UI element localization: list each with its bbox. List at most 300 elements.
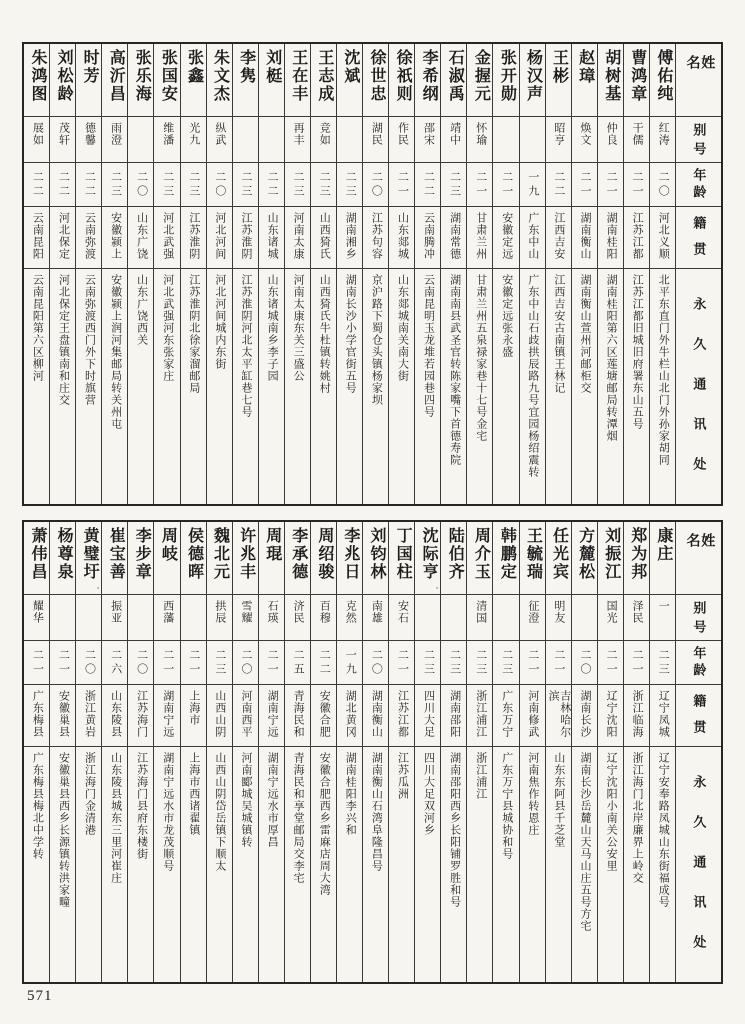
name-cell: 朱鸿图 <box>28 49 46 103</box>
entry-column <box>519 44 545 504</box>
entry-column <box>127 522 153 982</box>
age-cell: 二三 <box>285 162 310 206</box>
address-cell: 湖南衡山萱州河邮柜交 <box>572 268 597 504</box>
name-cell: 陆伯齐 <box>446 527 464 581</box>
address-cell: 江苏瓜洲 <box>389 746 414 982</box>
address-cell: 京沪路下蜀仓头镇杨家坝 <box>363 268 388 504</box>
origin-cell: 浙江浦江 <box>467 684 492 746</box>
address-cell: 山东诸城南乡李子园 <box>259 268 284 504</box>
entry-column <box>49 522 75 982</box>
header-column <box>675 44 721 504</box>
origin-cell: 湖南宁远 <box>259 684 284 746</box>
header-alias-label: 别号 <box>691 123 707 161</box>
address-cell: 四川大足双河乡 <box>415 746 440 982</box>
entry-column <box>545 522 571 982</box>
address-cell: 湖南长沙岳麓山天马山庄五号方宅 <box>572 746 597 982</box>
address-cell: 山西猗氏牛杜镇转姚村 <box>311 268 336 504</box>
alias-cell <box>76 594 101 640</box>
name-cell: 王毓瑞 <box>524 527 542 581</box>
alias-cell: 雨澄 <box>102 116 127 162</box>
name-cell: 萧伟昌 <box>28 527 46 581</box>
alias-cell <box>233 116 258 162</box>
origin-cell: 辽宁凤城 <box>650 684 675 746</box>
alias-cell: 维潘 <box>154 116 179 162</box>
origin-cell: 青海民和 <box>285 684 310 746</box>
alias-cell: 安石 <box>389 594 414 640</box>
address-cell: 北平东直门外牛栏山北门外孙家胡同 <box>650 268 675 504</box>
origin-cell: 江苏海门 <box>128 684 153 746</box>
age-cell: 二〇 <box>233 640 258 684</box>
origin-cell: 浙江临海 <box>624 684 649 746</box>
alias-cell: 光九 <box>181 116 206 162</box>
address-cell: 江苏淮阴河北太平缸巷七号 <box>233 268 258 504</box>
alias-cell: 竞如 <box>311 116 336 162</box>
origin-cell: 辽宁沈阳 <box>598 684 623 746</box>
entry-column <box>545 44 571 504</box>
address-cell: 江西吉安古南镇王林记 <box>546 268 571 504</box>
address-cell: 河南郾城吴城镇转 <box>233 746 258 982</box>
address-cell: 江苏淮阴北徐家溜邮局 <box>181 268 206 504</box>
alias-cell: 百穆 <box>311 594 336 640</box>
entry-column <box>75 522 101 982</box>
origin-cell: 四川大足 <box>415 684 440 746</box>
origin-cell: 云南昆阳 <box>24 206 49 268</box>
alias-cell: 怀瑜 <box>467 116 492 162</box>
annotation-mark: ◦ <box>435 584 439 592</box>
name-cell: 李承德 <box>289 527 307 581</box>
entry-column <box>284 44 310 504</box>
name-cell: 方麓松 <box>576 527 594 581</box>
origin-cell: 甘肃兰州 <box>467 206 492 268</box>
name-cell: 沈际亨 ◦ <box>420 527 439 592</box>
directory-table-top <box>22 42 723 506</box>
entry-column <box>388 522 414 982</box>
address-cell: 河北保定王盘镇南和庄交 <box>50 268 75 504</box>
age-cell: 二三 <box>154 162 179 206</box>
alias-cell: 焕文 <box>572 116 597 162</box>
age-cell: 二〇 <box>650 162 675 206</box>
alias-cell: 明友 <box>546 594 571 640</box>
entry-column <box>362 522 388 982</box>
name-cell: 许兆丰 <box>237 527 255 581</box>
entry-column <box>24 522 49 982</box>
address-cell: 广东万宁县城协和号 <box>493 746 518 982</box>
age-cell: 二三 <box>102 162 127 206</box>
name-cell: 刘松龄 <box>55 49 73 103</box>
alias-cell <box>520 116 545 162</box>
name-cell: 赵璋 <box>576 49 594 85</box>
age-cell: 二〇 <box>363 640 388 684</box>
entry-column <box>414 522 440 982</box>
origin-cell: 吉林哈尔滨 <box>546 684 571 746</box>
age-cell: 一九 <box>520 162 545 206</box>
address-cell: 山东陵县城东三里河崔庄 <box>102 746 127 982</box>
age-cell: 二三 <box>415 640 440 684</box>
entry-column <box>519 522 545 982</box>
alias-cell <box>50 594 75 640</box>
age-cell: 二三 <box>311 162 336 206</box>
entry-column <box>101 44 127 504</box>
alias-cell <box>128 116 153 162</box>
age-cell: 二一 <box>546 640 571 684</box>
age-cell: 二二 <box>259 162 284 206</box>
origin-cell: 山东陵县 <box>102 684 127 746</box>
age-cell: 二一 <box>624 640 649 684</box>
entry-column <box>571 522 597 982</box>
address-cell: 云南昆阳第六区柳河 <box>24 268 49 504</box>
alias-cell: 西藩 <box>154 594 179 640</box>
name-cell: 王在丰 <box>289 49 307 103</box>
name-cell: 丁国柱 <box>394 527 412 581</box>
origin-cell: 湖南常德 <box>441 206 466 268</box>
name-cell: 韩鹏定 <box>498 527 516 581</box>
entry-column <box>492 44 518 504</box>
name-cell: 周绍骏 <box>315 527 333 581</box>
age-cell: 二〇 <box>128 640 153 684</box>
origin-cell: 江苏江都 <box>624 206 649 268</box>
address-cell: 广东梅县梅北中学转 <box>24 746 49 982</box>
age-cell: 二一 <box>520 640 545 684</box>
header-address-label: 永久通讯处 <box>691 775 707 975</box>
alias-cell: 湖民 <box>363 116 388 162</box>
age-cell: 二三 <box>233 162 258 206</box>
age-cell: 二一 <box>598 640 623 684</box>
name-cell: 李兆日 <box>341 527 359 581</box>
alias-cell <box>415 594 440 640</box>
entry-column <box>206 522 232 982</box>
name-cell: 崔宝善 <box>107 527 125 581</box>
alias-cell <box>181 594 206 640</box>
origin-cell: 河北保定 <box>50 206 75 268</box>
address-cell: 河北武强河东张家庄 <box>154 268 179 504</box>
alias-cell: 南雄 <box>363 594 388 640</box>
age-cell: 二三 <box>650 640 675 684</box>
origin-cell: 江苏句容 <box>363 206 388 268</box>
origin-cell: 广东中山 <box>520 206 545 268</box>
origin-cell: 广东梅县 <box>24 684 49 746</box>
age-cell: 二三 <box>181 162 206 206</box>
entry-column <box>232 522 258 982</box>
age-cell: 二〇 <box>572 640 597 684</box>
address-cell: 河南太康东关三盛公 <box>285 268 310 504</box>
address-cell: 湖南桂阳第六区莲塘邮局转潭烟 <box>598 268 623 504</box>
age-cell: 二一 <box>598 162 623 206</box>
entry-column <box>24 44 49 504</box>
address-cell: 上海市西诸翟镇 <box>181 746 206 982</box>
address-cell: 山东东阿县千芝堂 <box>546 746 571 982</box>
name-cell: 王志成 <box>315 49 333 103</box>
age-cell: 二一 <box>493 162 518 206</box>
directory-table-bottom <box>22 520 723 984</box>
age-cell: 二一 <box>181 640 206 684</box>
origin-cell: 湖南衡山 <box>572 206 597 268</box>
name-cell: 石淑禹 <box>446 49 464 103</box>
address-cell: 河北河间城内东街 <box>207 268 232 504</box>
address-cell: 湖南南县武圣官转陈家嘴下首德寿院 <box>441 268 466 504</box>
address-cell: 青海民和享堂邮局交李宅 <box>285 746 310 982</box>
age-cell: 二一 <box>389 162 414 206</box>
header-origin-label: 籍贯 <box>691 694 707 746</box>
entry-column <box>466 44 492 504</box>
entry-column <box>440 522 466 982</box>
alias-cell: 国光 <box>598 594 623 640</box>
header-alias-cell <box>676 594 721 640</box>
address-cell: 河南焦作转恩庄 <box>520 746 545 982</box>
address-cell: 安徽巢县西乡长源镇转洪家疃 <box>50 746 75 982</box>
origin-cell: 浙江黄岩 <box>76 684 101 746</box>
header-alias-cell <box>676 116 721 162</box>
header-alias-label: 别号 <box>691 601 707 639</box>
address-cell: 湖南宁远水市龙茂顺号 <box>154 746 179 982</box>
age-cell: 二〇 <box>207 162 232 206</box>
age-cell: 二二 <box>311 640 336 684</box>
age-cell: 二一 <box>467 162 492 206</box>
entry-column <box>180 44 206 504</box>
header-address-label: 永久通讯处 <box>691 297 707 497</box>
entry-column <box>284 522 310 982</box>
name-cell: 金握元 <box>472 49 490 103</box>
age-cell: 一九 <box>337 640 362 684</box>
origin-cell: 江苏淮阴 <box>233 206 258 268</box>
origin-cell: 湖南长沙 <box>572 684 597 746</box>
name-cell: 刘振江 <box>602 527 620 581</box>
age-cell: 二一 <box>572 162 597 206</box>
header-origin-cell <box>676 684 721 746</box>
origin-cell: 山东广饶 <box>128 206 153 268</box>
header-age-label: 年龄 <box>691 168 707 202</box>
origin-cell: 江苏江都 <box>389 684 414 746</box>
header-origin-cell <box>676 206 721 268</box>
origin-cell: 湖北黄冈 <box>337 684 362 746</box>
entry-column <box>623 44 649 504</box>
alias-cell: 济民 <box>285 594 310 640</box>
entry-column <box>153 522 179 982</box>
age-cell: 二一 <box>24 640 49 684</box>
name-cell: 张国安 <box>159 49 177 103</box>
address-cell: 浙江海门金清港 <box>76 746 101 982</box>
origin-cell: 安徽定远 <box>493 206 518 268</box>
alias-cell: 石瑛 <box>259 594 284 640</box>
origin-cell: 山东郯城 <box>389 206 414 268</box>
entry-column <box>623 522 649 982</box>
entry-column <box>597 44 623 504</box>
name-cell: 张开勋 <box>498 49 516 103</box>
entry-column <box>571 44 597 504</box>
origin-cell: 江苏淮阴 <box>181 206 206 268</box>
name-cell: 杨汉声 <box>524 49 542 103</box>
origin-cell: 安徽颍上 <box>102 206 127 268</box>
origin-cell: 上海市 <box>181 684 206 746</box>
alias-cell: 昭亨 <box>546 116 571 162</box>
alias-cell: 作民 <box>389 116 414 162</box>
entry-column <box>310 44 336 504</box>
alias-cell: 纵武 <box>207 116 232 162</box>
entry-column <box>492 522 518 982</box>
header-age-cell <box>676 162 721 206</box>
address-cell: 辽宁安奉路凤城山东街福成号 <box>650 746 675 982</box>
address-cell: 江苏江都旧城旧府署东山五号 <box>624 268 649 504</box>
age-cell: 二三 <box>337 162 362 206</box>
name-cell: 张乐海 <box>133 49 151 103</box>
entry-column <box>258 44 284 504</box>
alias-cell <box>128 594 153 640</box>
name-cell: 李希纲 <box>420 49 438 103</box>
age-cell: 二三 <box>493 640 518 684</box>
name-cell: 李隽 <box>237 49 255 85</box>
entry-column <box>388 44 414 504</box>
name-cell: 侯德晖 <box>185 527 203 581</box>
name-cell: 郑为邦 <box>628 527 646 581</box>
name-cell: 黄璧圩 ◦ <box>81 527 100 592</box>
origin-cell: 湖南湘乡 <box>337 206 362 268</box>
age-cell: 二一 <box>624 162 649 206</box>
alias-cell: 靖中 <box>441 116 466 162</box>
name-cell: 李步章 <box>133 527 151 581</box>
page-number: 571 <box>27 988 53 1004</box>
entry-column <box>206 44 232 504</box>
origin-cell: 山西猗氏 <box>311 206 336 268</box>
origin-cell: 安徽巢县 <box>50 684 75 746</box>
entry-column <box>232 44 258 504</box>
origin-cell: 江西吉安 <box>546 206 571 268</box>
origin-cell: 河北武强 <box>154 206 179 268</box>
alias-cell: 泽民 <box>624 594 649 640</box>
header-address-cell <box>676 746 721 982</box>
name-cell: 刘梃 <box>263 49 281 85</box>
address-cell: 山东郯城南关南大街 <box>389 268 414 504</box>
annotation-mark: ◦ <box>96 584 100 592</box>
address-cell: 山东广饶西关 <box>128 268 153 504</box>
entry-column <box>127 44 153 504</box>
alias-cell: 邵宋 <box>415 116 440 162</box>
address-cell: 湖南长沙小学官街五号 <box>337 268 362 504</box>
alias-cell: 振亚 <box>102 594 127 640</box>
alias-cell: 仲良 <box>598 116 623 162</box>
age-cell: 二二 <box>50 162 75 206</box>
age-cell: 二二 <box>415 162 440 206</box>
alias-cell: 一 <box>650 594 675 640</box>
age-cell: 二一 <box>389 640 414 684</box>
name-cell: 徐祇则 <box>394 49 412 103</box>
alias-cell: 再丰 <box>285 116 310 162</box>
alias-cell <box>441 594 466 640</box>
origin-cell: 山东诸城 <box>259 206 284 268</box>
origin-cell: 安徽合肥 <box>311 684 336 746</box>
address-cell: 云南昆明玉龙堆若园巷四号 <box>415 268 440 504</box>
entry-column <box>440 44 466 504</box>
age-cell: 二〇 <box>363 162 388 206</box>
name-cell: 周介玉 <box>472 527 490 581</box>
origin-cell: 河北河间 <box>207 206 232 268</box>
entry-column <box>649 44 675 504</box>
alias-cell: 雪耀 <box>233 594 258 640</box>
age-cell: 二〇 <box>76 640 101 684</box>
alias-cell <box>259 116 284 162</box>
name-cell: 刘钧林 <box>368 527 385 581</box>
alias-cell: 干儒 <box>624 116 649 162</box>
address-cell: 江苏海门县府东楼街 <box>128 746 153 982</box>
entry-column <box>75 44 101 504</box>
entry-column <box>336 44 362 504</box>
name-cell: 徐世忠 <box>368 49 385 103</box>
address-cell: 安徽定远张永盛 <box>493 268 518 504</box>
alias-cell: 清国 <box>467 594 492 640</box>
alias-cell: 红涛 <box>650 116 675 162</box>
origin-cell: 河北义顺 <box>650 206 675 268</box>
origin-cell: 云南腾冲 <box>415 206 440 268</box>
entry-column <box>180 522 206 982</box>
entry-column <box>414 44 440 504</box>
origin-cell: 湖南桂阳 <box>598 206 623 268</box>
header-name-cell <box>676 44 721 116</box>
alias-cell: 克然 <box>337 594 362 640</box>
age-cell: 二三 <box>207 640 232 684</box>
alias-cell: 德馨 <box>76 116 101 162</box>
name-cell: 时芳 <box>81 49 99 85</box>
origin-cell: 河南太康 <box>285 206 310 268</box>
origin-cell: 河南修武 <box>520 684 545 746</box>
header-origin-label: 籍贯 <box>691 216 707 268</box>
age-cell: 二二 <box>76 162 101 206</box>
header-name-label: 姓名 <box>684 533 715 564</box>
name-cell: 康庄 <box>654 527 672 563</box>
header-name-label: 姓名 <box>684 55 715 86</box>
address-cell: 安徽合肥西乡雷麻店周大湾 <box>311 746 336 982</box>
name-cell: 周琨 <box>263 527 281 563</box>
entry-column <box>153 44 179 504</box>
alias-cell: 茂轩 <box>50 116 75 162</box>
address-cell: 辽宁沈阳小南关公安里 <box>598 746 623 982</box>
alias-cell: 征澄 <box>520 594 545 640</box>
entry-column <box>362 44 388 504</box>
age-cell: 二六 <box>102 640 127 684</box>
name-cell: 胡树基 <box>602 49 620 103</box>
alias-cell <box>493 594 518 640</box>
origin-cell: 山西山阴 <box>207 684 232 746</box>
origin-cell: 湖南衡山 <box>363 684 388 746</box>
header-age-cell <box>676 640 721 684</box>
name-cell: 周岐 <box>159 527 177 563</box>
alias-cell: 展如 <box>24 116 49 162</box>
name-cell: 王彬 <box>550 49 568 85</box>
age-cell: 二三 <box>441 162 466 206</box>
name-cell: 朱文杰 <box>211 49 229 103</box>
address-cell: 湖南桂阳李兴和 <box>337 746 362 982</box>
age-cell: 二三 <box>441 640 466 684</box>
name-cell: 高沂昌 <box>107 49 125 103</box>
alias-cell: 拱辰 <box>207 594 232 640</box>
alias-cell <box>572 594 597 640</box>
entry-column <box>649 522 675 982</box>
age-cell: 二三 <box>467 640 492 684</box>
entry-column <box>101 522 127 982</box>
origin-cell: 河南西平 <box>233 684 258 746</box>
entry-column <box>49 44 75 504</box>
entry-column <box>258 522 284 982</box>
address-cell: 浙江浦江 <box>467 746 492 982</box>
address-cell: 甘肃兰州五泉禄家巷十七号金宅 <box>467 268 492 504</box>
age-cell: 二二 <box>24 162 49 206</box>
alias-cell <box>493 116 518 162</box>
entry-column <box>336 522 362 982</box>
header-age-label: 年龄 <box>691 646 707 680</box>
age-cell: 二一 <box>154 640 179 684</box>
age-cell: 二二 <box>546 162 571 206</box>
alias-cell <box>337 116 362 162</box>
alias-cell: 耀华 <box>24 594 49 640</box>
name-cell: 张鑫 <box>185 49 203 85</box>
age-cell: 二五 <box>285 640 310 684</box>
